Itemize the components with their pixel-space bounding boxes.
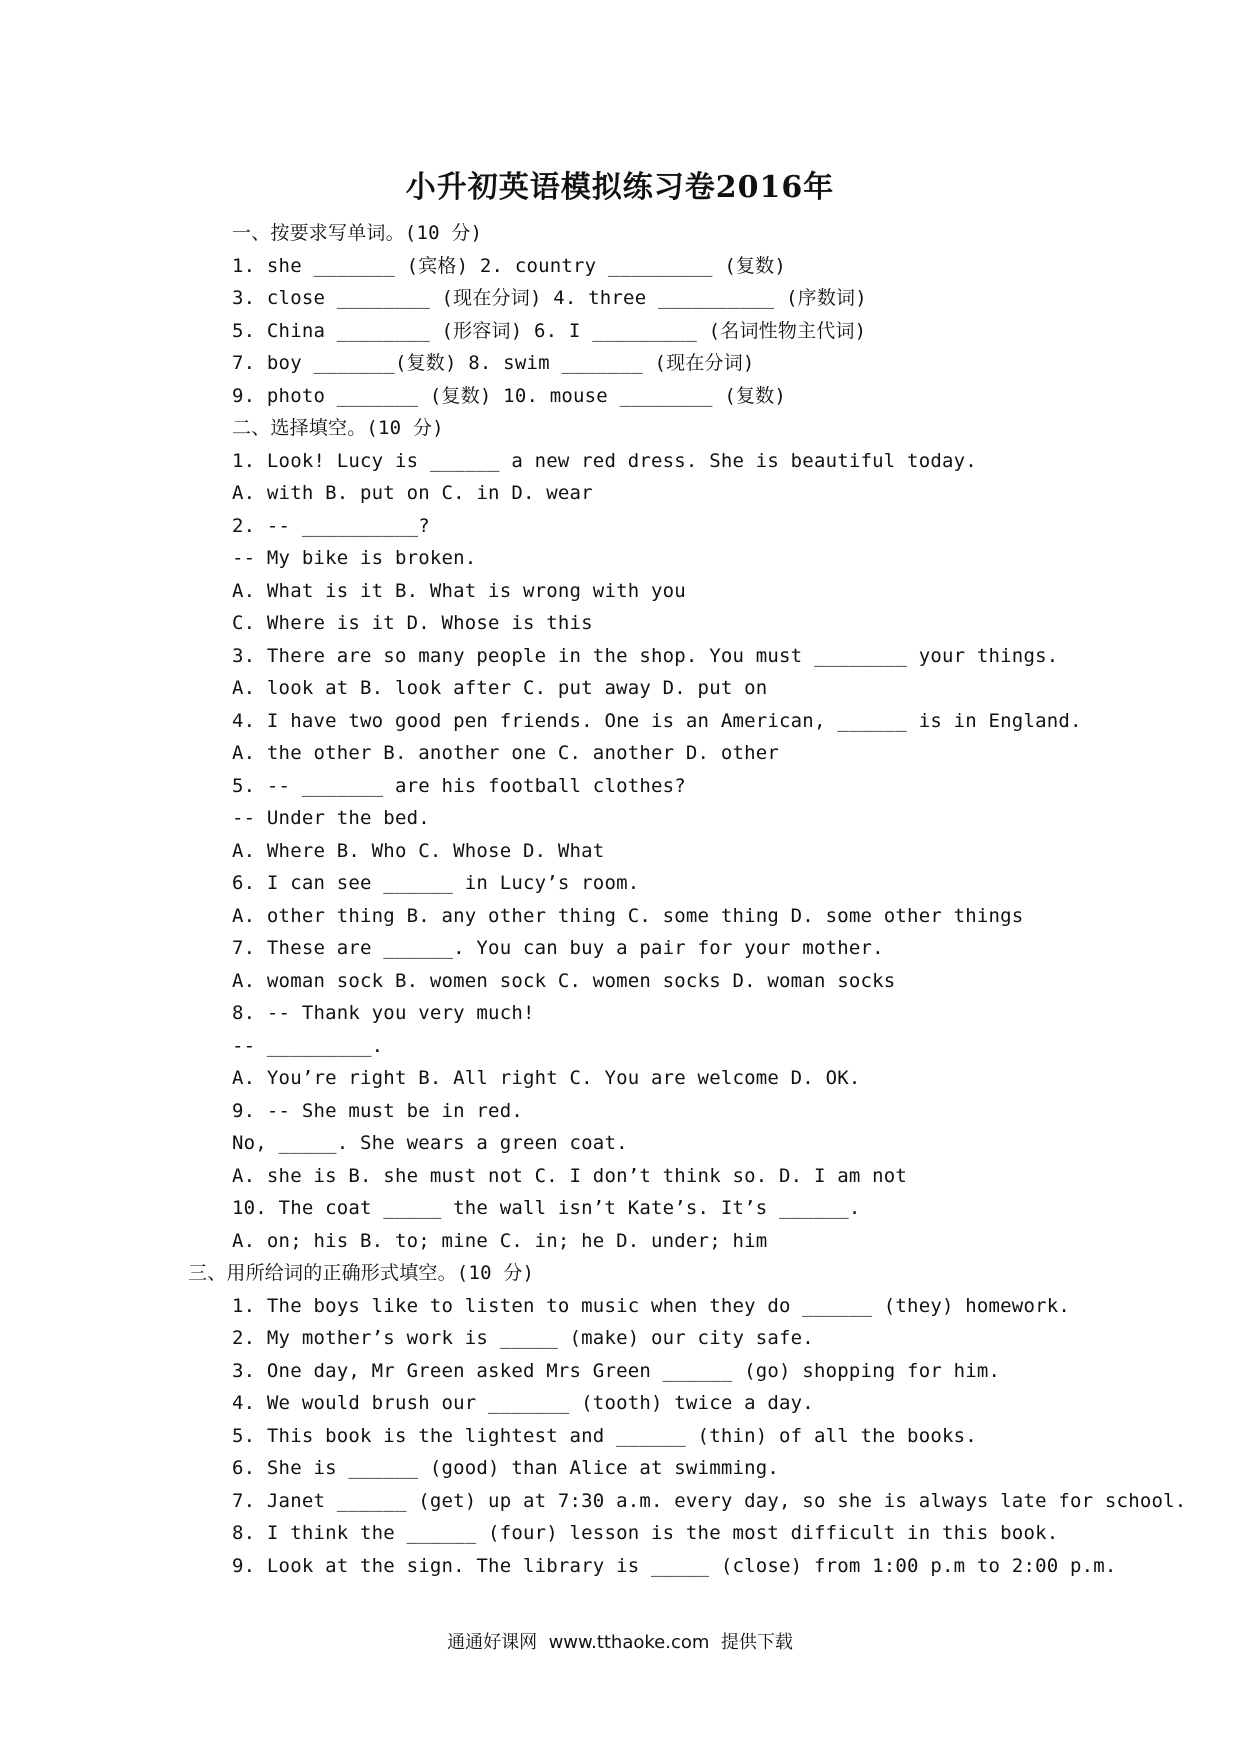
exercise-line: 3. There are so many people in the shop. You must ________ your things. — [232, 645, 1059, 667]
section-heading: 二、选择填空。(10 分) — [232, 417, 444, 439]
section-heading: 三、用所给词的正确形式填空。(10 分) — [188, 1262, 535, 1284]
exercise-line: -- Under the bed. — [232, 807, 430, 829]
exercise-line: 1. Look! Lucy is ______ a new red dress. She is beautiful today. — [232, 450, 977, 472]
exercise-line: 9. Look at the sign. The library is _____ (close) from 1:00 p.m to 2:00 p.m. — [232, 1555, 1117, 1577]
exercise-line: 5. -- _______ are his football clothes? — [232, 775, 686, 797]
exercise-line: 3. One day, Mr Green asked Mrs Green ______ (go) shopping for him. — [232, 1360, 1001, 1382]
exercise-line: A. on; his B. to; mine C. in; he D. under; him — [232, 1230, 768, 1252]
exercise-line: 9. -- She must be in red. — [232, 1100, 523, 1122]
exercise-line: 8. I think the ______ (four) lesson is the most difficult in this book. — [232, 1522, 1059, 1544]
exercise-line: C. Where is it D. Whose is this — [232, 612, 593, 634]
exercise-line: 6. She is ______ (good) than Alice at swimming. — [232, 1457, 780, 1479]
exercise-line: A. woman sock B. women sock C. women socks D. woman socks — [232, 970, 896, 992]
exercise-line: 5. This book is the lightest and ______ (thin) of all the books. — [232, 1425, 977, 1447]
exercise-line: A. with B. put on C. in D. wear — [232, 482, 593, 504]
exercise-line: 4. I have two good pen friends. One is an American, ______ is in England. — [232, 710, 1082, 732]
exercise-line: A. You’re right B. All right C. You are welcome D. OK. — [232, 1067, 861, 1089]
exercise-line: 7. boy _______(复数) 8. swim _______ (现在分词) — [232, 352, 755, 374]
exercise-line: 9. photo _______ (复数) 10. mouse ________ (复数) — [232, 385, 786, 407]
exercise-line: A. other thing B. any other thing C. some thing D. some other things — [232, 905, 1024, 927]
section-heading: 一、按要求写单词。(10 分) — [232, 222, 483, 244]
page-footer: 通通好课网 www.tthaoke.com 提供下载 — [447, 1632, 793, 1653]
exercise-line: -- My bike is broken. — [232, 547, 477, 569]
exercise-line: A. What is it B. What is wrong with you — [232, 580, 686, 602]
exercise-line: No, _____. She wears a green coat. — [232, 1132, 628, 1154]
exercise-line: A. the other B. another one C. another D. other — [232, 742, 780, 764]
exercise-line: A. look at B. look after C. put away D. put on — [232, 677, 768, 699]
exercise-line: -- _________. — [232, 1035, 384, 1057]
exercise-line: 6. I can see ______ in Lucy’s room. — [232, 872, 640, 894]
exercise-line: A. Where B. Who C. Whose D. What — [232, 840, 605, 862]
exercise-line: 4. We would brush our _______ (tooth) twice a day. — [232, 1392, 814, 1414]
exercise-line: 7. These are ______. You can buy a pair for your mother. — [232, 937, 884, 959]
exercise-line: A. she is B. she must not C. I don’t think so. D. I am not — [232, 1165, 908, 1187]
exercise-line: 10. The coat _____ the wall isn’t Kate’s. It’s ______. — [232, 1197, 861, 1219]
exercise-line: 5. China ________ (形容词) 6. I _________ (名词性物主代词) — [232, 320, 867, 342]
exercise-line: 2. -- __________? — [232, 515, 430, 537]
exercise-line: 2. My mother’s work is _____ (make) our city safe. — [232, 1327, 814, 1349]
exercise-line: 7. Janet ______ (get) up at 7:30 a.m. every day, so she is always late for school. — [232, 1490, 1187, 1512]
exercise-line: 8. -- Thank you very much! — [232, 1002, 535, 1024]
exercise-line: 1. The boys like to listen to music when they do ______ (they) homework. — [232, 1295, 1071, 1317]
exercise-line: 1. she _______ (宾格) 2. country _________ (复数) — [232, 255, 786, 277]
page-title: 小升初英语模拟练习卷2016年 — [405, 170, 835, 205]
exercise-line: 3. close ________ (现在分词) 4. three __________ (序数词) — [232, 287, 867, 309]
